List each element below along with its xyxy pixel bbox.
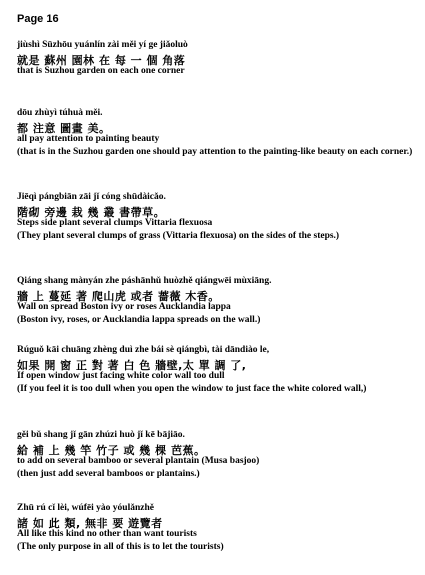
hanzi-line: 給 補 上 幾 竿 竹子 或 幾 棵 芭蕉。 — [17, 444, 206, 457]
sentence-block-2 — [17, 108, 417, 158]
pinyin-line: dōu zhùyì túhuà měi. — [17, 108, 103, 118]
hanzi-line: 就是 蘇州 園林 在 每 一 個 角落 — [17, 54, 186, 67]
pinyin-line: jiùshì Sūzhōu yuánlín zài měi yí ge jiǎoluò — [17, 40, 188, 50]
hanzi-line: 牆 上 蔓延 著 爬山虎 或者 薔薇 木香。 — [17, 290, 220, 303]
pinyin-line: Rúguǒ kāi chuāng zhèng duì zhe bái sè qiángbì, tài dāndiào le, — [17, 345, 270, 355]
translation-line: (then just add several bamboos or plantains.) — [17, 469, 200, 479]
pinyin-line: Qiáng shang mànyán zhe páshānhǔ huòzhě qiángwēi mùxiāng. — [17, 276, 272, 286]
hanzi-line: 如果 開 窗 正 對 著 白 色 牆壁,太 單 調 了, — [17, 359, 247, 372]
sentence-block-7 — [17, 503, 417, 553]
pinyin-line: Jiēqì pángbiān zāi jǐ cóng shūdàicǎo. — [17, 192, 166, 202]
gloss-line: that is Suzhou garden on each one corner — [17, 66, 185, 76]
sentence-block-5 — [17, 345, 417, 395]
sentence-block-3 — [17, 192, 417, 242]
pinyin-line: Zhū rú cǐ lèi, wúfēi yào yóulǎnzhě — [17, 503, 154, 513]
hanzi-line: 諸 如 此 類, 無非 要 遊覽者 — [17, 517, 163, 530]
pinyin-line: gěi bǔ shang jǐ gān zhúzi huò jǐ kē bājiāo. — [17, 430, 185, 440]
hanzi-line: 階砌 旁邊 栽 幾 叢 書帶草。 — [17, 206, 166, 219]
hanzi-line: 都 注意 圖畫 美。 — [17, 122, 111, 135]
page-number: Page 16 — [17, 13, 59, 25]
gloss-line: all pay attention to painting beauty — [17, 134, 160, 144]
translation-line: (They plant several clumps of grass (Vittaria flexuosa) on the sides of the steps.) — [17, 231, 340, 241]
gloss-line: All like this kind no other than want tourists — [17, 529, 197, 539]
sentence-block-6 — [17, 430, 417, 480]
translation-line: (that is in the Suzhou garden one should pay attention to the painting-like beauty on each corner.) — [17, 147, 413, 157]
gloss-line: Steps side plant several clumps Vittaria flexuosa — [17, 218, 213, 228]
sentence-block-1 — [17, 40, 417, 78]
gloss-line: Wall on spread Boston ivy or roses Aucklandia lappa — [17, 302, 231, 312]
translation-line: (Boston ivy, roses, or Aucklandia lappa spreads on the wall.) — [17, 315, 261, 325]
gloss-line: If open window just facing white color wall too dull — [17, 371, 225, 381]
translation-line: (If you feel it is too dull when you open the window to just face the white colored wall,) — [17, 384, 367, 394]
translation-line: (The only purpose in all of this is to let the tourists) — [17, 542, 224, 552]
gloss-line: to add on several bamboo or several plantain (Musa basjoo) — [17, 456, 260, 466]
sentence-block-4 — [17, 276, 417, 326]
